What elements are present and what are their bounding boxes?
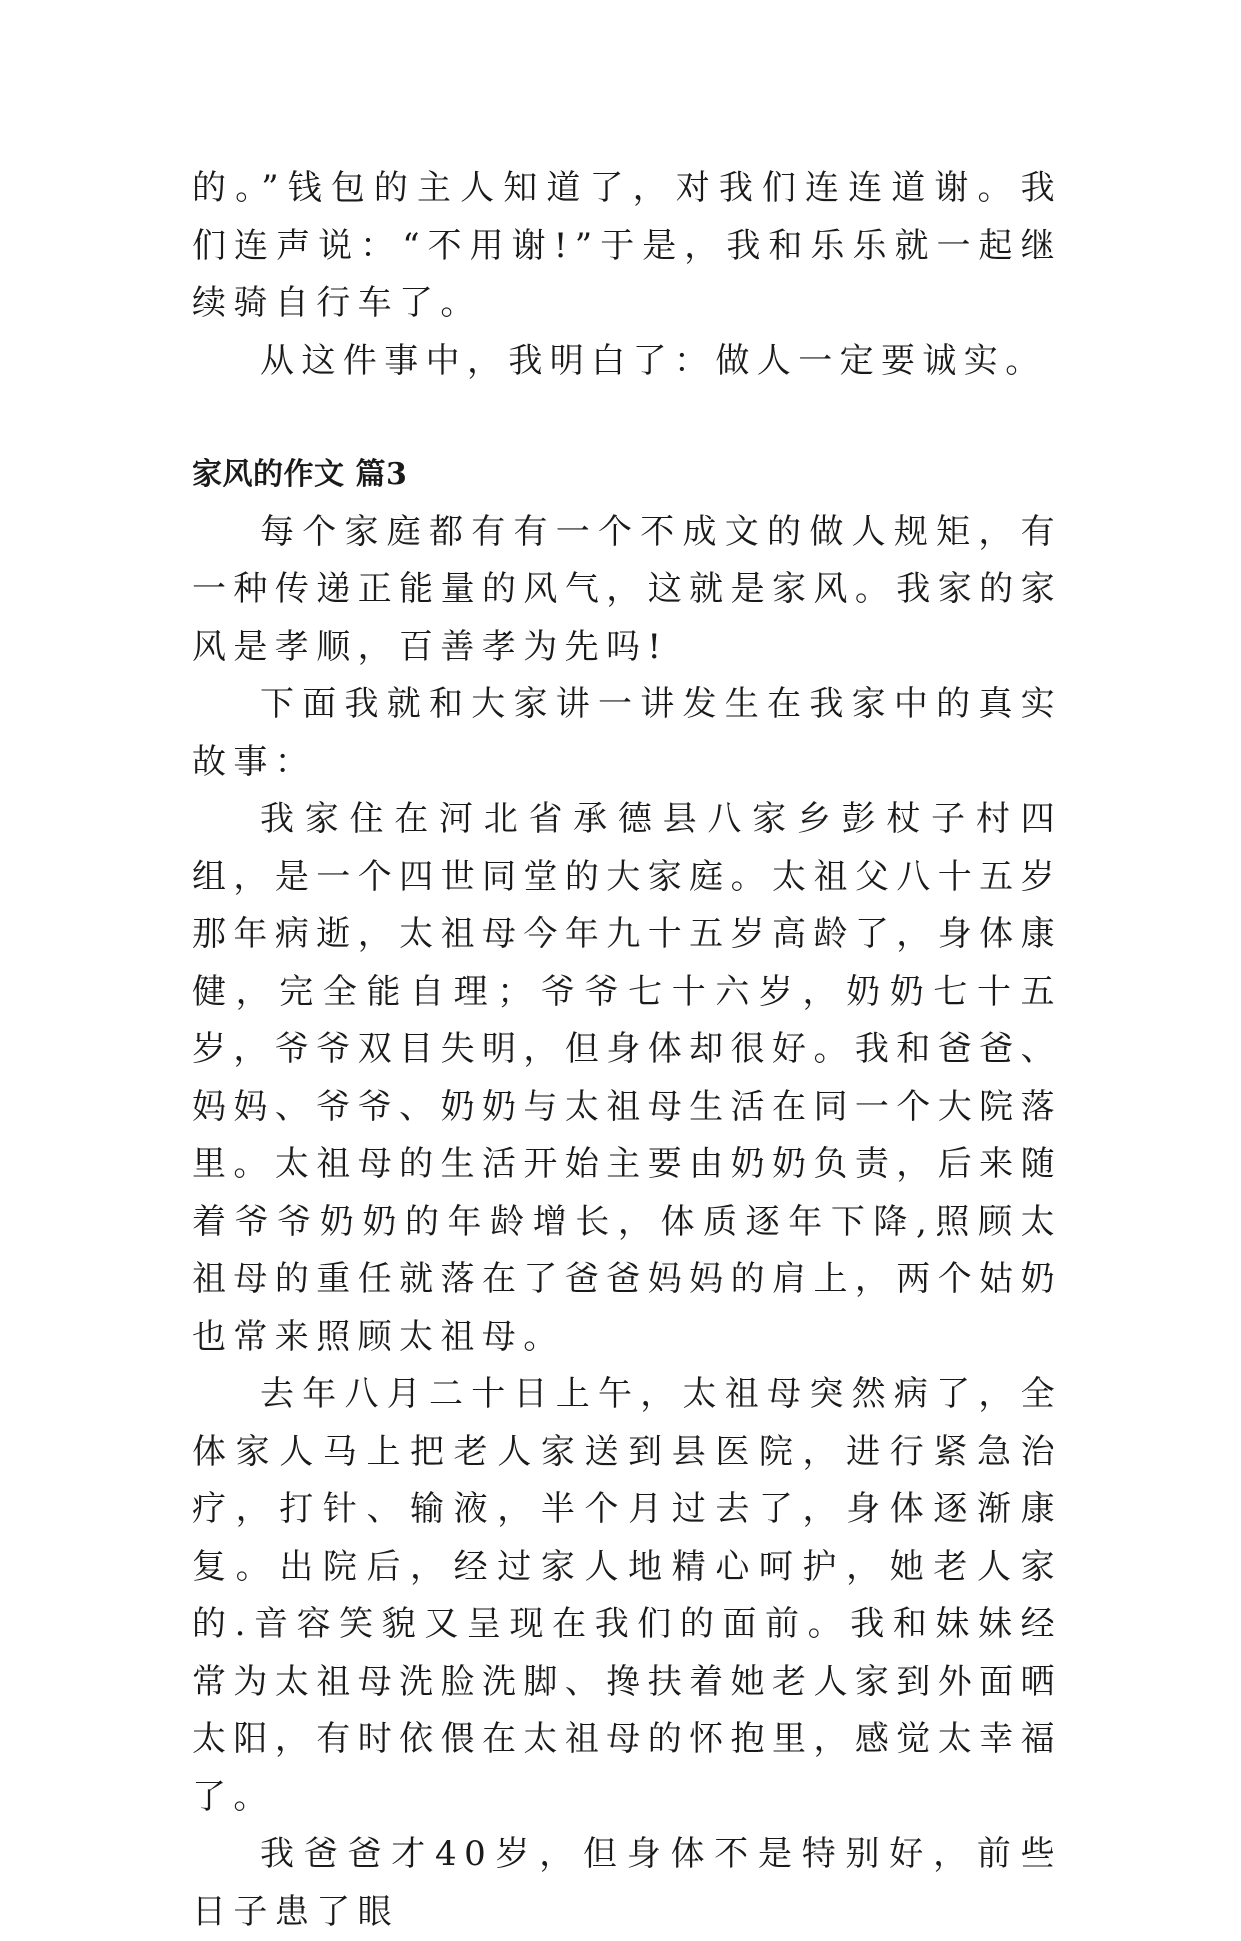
paragraph: 我家住在河北省承德县八家乡彭杖子村四组，是一个四世同堂的大家庭。太祖父八十五岁那年病逝，太祖母今年九十五岁高龄了，身体康健，完全能自理；爷爷七十六岁，奶奶七十五岁，爷爷双目失明，但身体却很好。我和爸爸、妈妈、爷爷、奶奶与太祖母生活在同一个大院落里。太祖母的生活开始主要由奶奶负责，后来随着爷爷奶奶的年龄增长，体质逐年下降,照顾太祖母的重任就落在了爸爸妈妈的肩上，两个姑奶也常来照顾太祖母。 (192, 799, 1062, 1357)
paragraph: 下面我就和大家讲一讲发生在我家中的真实故事： (192, 684, 1062, 782)
section-title: 家风的作文 篇3 (192, 457, 408, 492)
document-body (192, 160, 1062, 1941)
paragraph: 的。”钱包的主人知道了，对我们连连道谢。我们连声说：“不用谢!”于是，我和乐乐就一起继续骑自行车了。 (192, 168, 1062, 323)
paragraph: 去年八月二十日上午，太祖母突然病了，全体家人马上把老人家送到县医院，进行紧急治疗，打针、输液，半个月过去了，身体逐渐康复。出院后，经过家人地精心呵护，她老人家的.音容笑貌又呈现在我们的面前。我和妹妹经常为太祖母洗脸洗脚、搀扶着她老人家到外面晒太阳，有时依偎在太祖母的怀抱里，感觉太幸福了。 (192, 1374, 1062, 1817)
paragraph: 从这件事中，我明白了：做人一定要诚实。 (260, 340, 1047, 381)
paragraph: 我爸爸才40岁，但身体不是特别好，前些日子患了眼 (192, 1834, 1062, 1932)
paragraph: 每个家庭都有有一个不成文的做人规矩，有一种传递正能量的风气，这就是家风。我家的家风是孝顺，百善孝为先吗! (192, 511, 1062, 667)
